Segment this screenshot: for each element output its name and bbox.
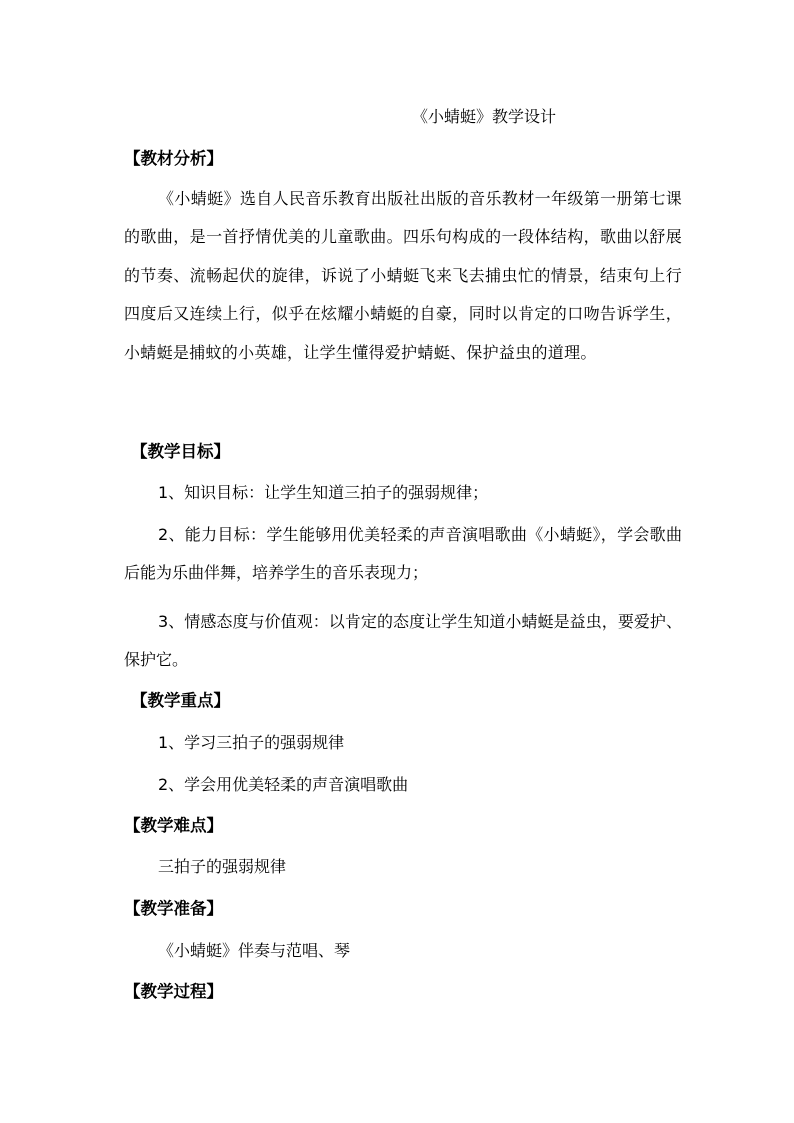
goal-item-ability: 2、能力目标：学生能够用优美轻柔的声音演唱歌曲《小蜻蜓》，学会歌曲后能为乐曲伴舞，培养学生的音乐表现力； <box>124 525 682 583</box>
key-point-item-2: 2、学会用优美轻柔的声音演唱歌曲 <box>158 775 409 794</box>
goal-item-emotion: 3、情感态度与价值观：以肯定的态度让学生知道小蜻蜓是益虫，要爱护、保护它。 <box>124 612 682 670</box>
analysis-paragraph: 《小蜻蜓》选自人民音乐教育出版社出版的音乐教材一年级第一册第七课的歌曲，是一首抒情优美的儿童歌曲。四乐句构成的一段体结构，歌曲以舒展的节奏、流畅起伏的旋律，诉说了小蜻蜓飞来飞去捕虫忙的情景，结束句上行四度后又连续上行，似乎在炫耀小蜻蜓的自豪，同时以肯定的口吻告诉学生，小蜻蜓是捕蚊的小英雄，让学生懂得爱护蜻蜓、保护益虫的道理。 <box>124 189 682 362</box>
section-heading-analysis: 【教材分析】 <box>124 149 223 168</box>
goal-item-knowledge: 1、知识目标：让学生知道三拍子的强弱规律； <box>158 483 489 502</box>
section-heading-process: 【教学过程】 <box>124 982 223 1001</box>
preparation-text: 《小蜻蜓》伴奏与范唱、琴 <box>158 941 351 960</box>
difficulty-text: 三拍子的强弱规律 <box>158 857 287 876</box>
section-heading-preparation: 【教学准备】 <box>124 899 223 918</box>
key-point-item-1: 1、学习三拍子的强弱规律 <box>158 733 345 752</box>
section-heading-difficulties: 【教学难点】 <box>124 816 223 835</box>
document-title: 《小蜻蜓》教学设计 <box>412 107 557 126</box>
section-heading-key-points: 【教学重点】 <box>131 691 230 710</box>
section-heading-goals: 【教学目标】 <box>131 442 230 461</box>
